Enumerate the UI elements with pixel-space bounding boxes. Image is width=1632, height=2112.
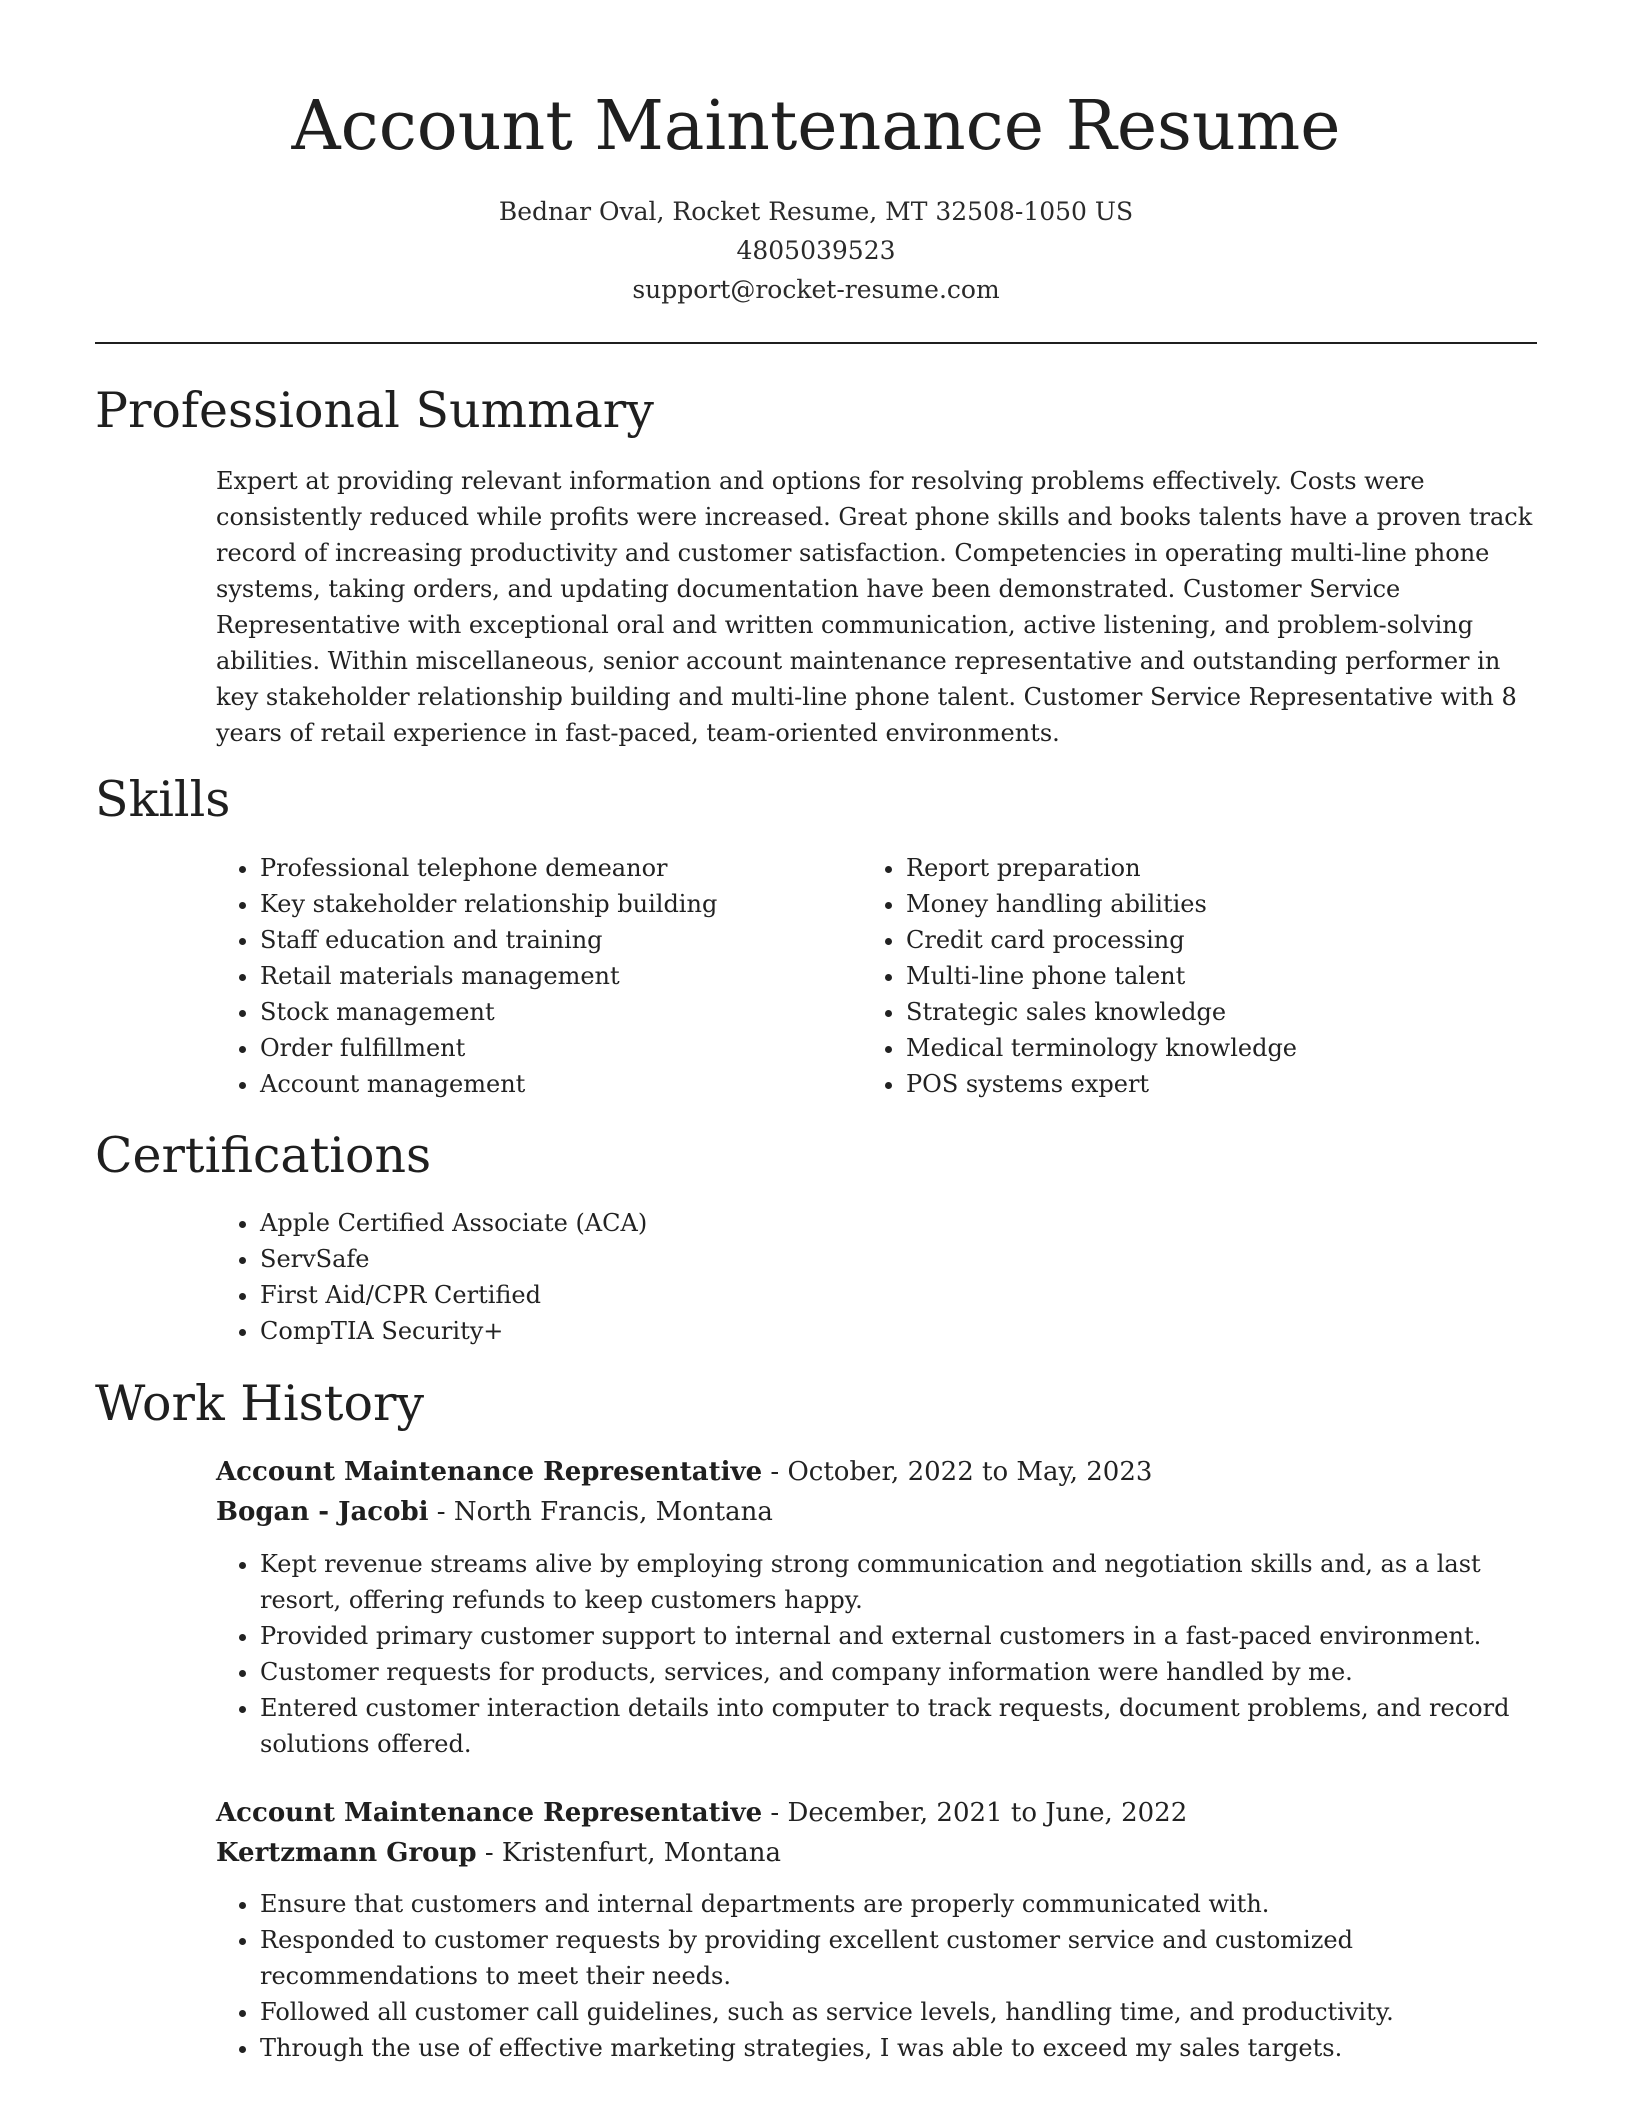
certification-item: • First Aid/CPR Certified: [260, 1277, 1260, 1313]
certification-item: • ServSafe: [260, 1241, 1260, 1277]
job-dates: October, 2022 to May, 2023: [787, 1457, 1153, 1487]
skills-list-left: [216, 850, 840, 1102]
job-company: Bogan - Jacobi: [216, 1497, 429, 1527]
job-title-line: Account Maintenance Representative - October, 2022 to May, 2023: [216, 1457, 1153, 1487]
contact-block: [0, 192, 1632, 309]
job-company-line: Bogan - Jacobi - North Francis, Montana: [216, 1497, 773, 1527]
skill-item: • Staff education and training: [260, 922, 840, 958]
work-history-heading: Work History: [95, 1375, 425, 1432]
certifications-list: [216, 1205, 1260, 1349]
resume-title: Account Maintenance Resume: [291, 87, 1341, 166]
job-bullet: • Through the use of effective marketing strategies, I was able to exceed my sales targets.: [260, 2030, 1541, 2066]
contact-address: Bednar Oval, Rocket Resume, MT 32508-1050 US: [498, 197, 1134, 226]
job-bullets: [216, 1886, 1541, 2066]
summary-text: Expert at providing relevant information and options for resolving problems effectively. Costs were consistently reduced while profits were increased. Great phone skills and books talents have a proven track record of increasing productivity and customer satisfaction. Competencies in operating multi-line phone systems, taking orders, and updating documentation have been demonstrated. Customer Service Representative with exceptional oral and written communication, active listening, and problem-solving abilities. Within miscellaneous, senior account maintenance representative and outstanding performer in key stakeholder relationship building and multi-line phone talent. Customer Service Representative with 8 years of retail experience in fast-paced, team-oriented environments.: [216, 467, 1533, 747]
skill-item: • Order fulfillment: [260, 1030, 840, 1066]
job-bullet: • Customer requests for products, services, and company information were handled by me.: [260, 1654, 1541, 1690]
job-bullets: [216, 1546, 1541, 1762]
job-bullet: • Ensure that customers and internal departments are properly communicated with.: [260, 1886, 1541, 1922]
job-bullet: • Followed all customer call guidelines, such as service levels, handling time, and productivity.: [260, 1994, 1541, 2030]
job-bullet: • Entered customer interaction details into computer to track requests, document problems, and record solutions offered.: [260, 1690, 1541, 1762]
skill-item: • Key stakeholder relationship building: [260, 886, 840, 922]
job-header: [216, 1793, 1536, 1873]
skill-item: • Credit card processing: [906, 922, 1506, 958]
job-location: North Francis, Montana: [453, 1497, 773, 1527]
skill-item: • Money handling abilities: [906, 886, 1506, 922]
header-divider: [95, 342, 1537, 344]
skill-item: • Account management: [260, 1066, 840, 1102]
summary-heading: Professional Summary: [95, 382, 654, 439]
job-company-line: Kertzmann Group - Kristenfurt, Montana: [216, 1838, 782, 1868]
contact-email: support@rocket-resume.com: [632, 275, 1000, 304]
job-location: Kristenfurt, Montana: [501, 1838, 782, 1868]
certification-item: • CompTIA Security+: [260, 1313, 1260, 1349]
job-company: Kertzmann Group: [216, 1838, 477, 1868]
job-bullet: • Responded to customer requests by providing excellent customer service and customized recommendations to meet their needs.: [260, 1922, 1541, 1994]
job-title-line: Account Maintenance Representative - December, 2021 to June, 2022: [216, 1798, 1188, 1828]
skill-item: • Multi-line phone talent: [906, 958, 1506, 994]
certification-item: • Apple Certified Associate (ACA): [260, 1205, 1260, 1241]
skill-item: • Professional telephone demeanor: [260, 850, 840, 886]
skill-item: • POS systems expert: [906, 1066, 1506, 1102]
skills-list-right: [862, 850, 1506, 1102]
skill-item: • Report preparation: [906, 850, 1506, 886]
job-dates: December, 2021 to June, 2022: [787, 1798, 1188, 1828]
skill-item: • Strategic sales knowledge: [906, 994, 1506, 1030]
skills-heading: Skills: [95, 771, 231, 828]
skill-item: • Stock management: [260, 994, 840, 1030]
job-bullet: • Kept revenue streams alive by employing strong communication and negotiation skills and, as a last resort, offering refunds to keep customers happy.: [260, 1546, 1541, 1618]
job-role: Account Maintenance Representative: [216, 1798, 763, 1828]
job-header: [216, 1452, 1536, 1532]
job-role: Account Maintenance Representative: [216, 1457, 763, 1487]
skill-item: • Medical terminology knowledge: [906, 1030, 1506, 1066]
contact-phone: 4805039523: [736, 236, 896, 265]
certifications-heading: Certifications: [95, 1127, 432, 1184]
skill-item: • Retail materials management: [260, 958, 840, 994]
job-bullet: • Provided primary customer support to internal and external customers in a fast-paced environment.: [260, 1618, 1541, 1654]
